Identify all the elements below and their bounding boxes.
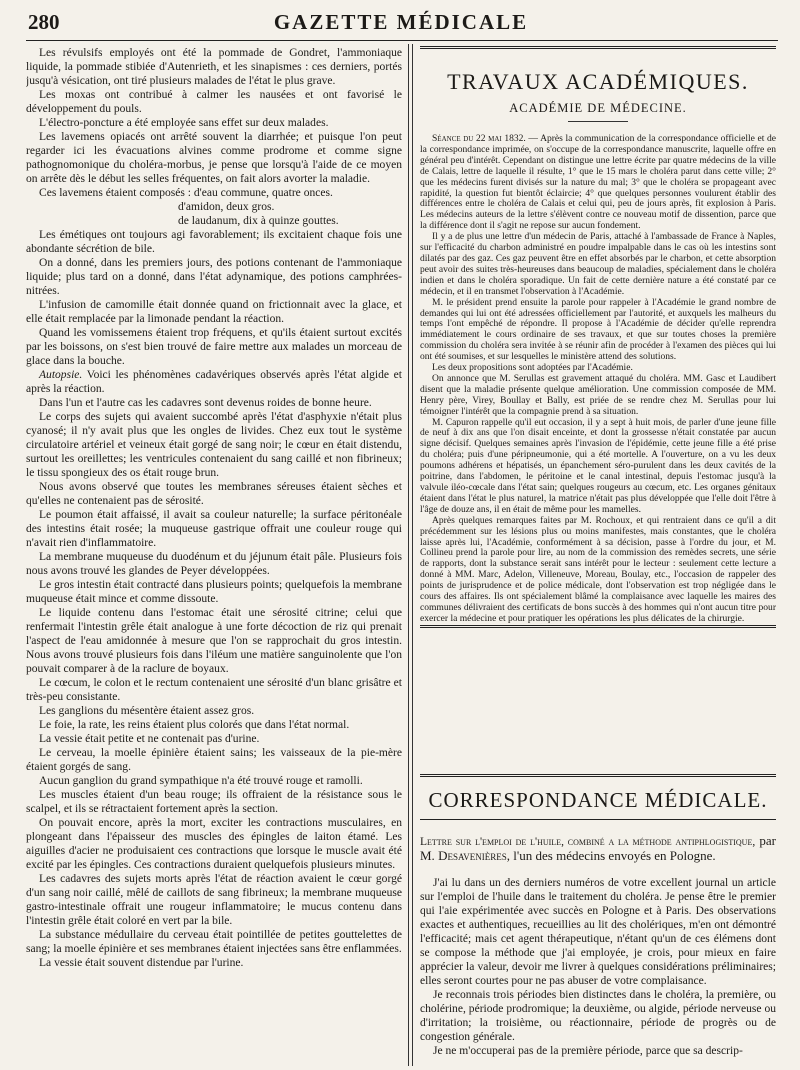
section-title: TRAVAUX ACADÉMIQUES.: [447, 69, 749, 94]
recipe-line: d'amidon, deux gros.: [178, 201, 275, 213]
paragraph: M. le président prend ensuite la parole pour rappeler à l'Académie le grand nombre de demandes qui lui ont été adressées officiellement par l'autorité, et auxquels les malheurs du temps l'ont empêché de répondre. Il propose à l'Académie de décider qu'elle reprendra immédiatement le cours ordinaire de ses travaux, et que sur toutes choses la première commission du choléra sera invitée à se réunir afin de procéder à l'examen des pièces qui lui ont été soumises, et sur lesquelles le ministère attend des solutions.: [420, 296, 776, 363]
column-divider-inner: [412, 44, 413, 1066]
section-rule: [420, 819, 776, 820]
right-column: [420, 46, 776, 1066]
session-label: Séance du 22 mai 1832.: [432, 133, 526, 144]
paragraph: Le gros intestin était contracté dans plusieurs points; quelquefois la membrane muqueuse était mince et comme dissoute.: [26, 579, 402, 605]
paragraph: On a donné, dans les premiers jours, des potions contenant de l'ammoniaque liquide; plus tard on a donné, dans l'état adynamique, des potions camphrées-nitrées.: [26, 257, 402, 297]
paragraph: Nous avons observé que toutes les membranes séreuses étaient sèches et qu'elles ne contenaient pas de sérosité.: [26, 481, 402, 507]
paragraph: J'ai lu dans un des derniers numéros de votre excellent journal un article sur l'emploi de l'huile dans le traitement du choléra. Je pense être le premier qui l'aie expérimentée avec succès en Pologne et à Paris. Des observations exactes et authentiques, recueillies au lit des cholériques, m'en ont démontré l'efficacité; mais cet agent thérapeutique, n'étant qu'un de ces élémens dont se compose la méthode que j'ai employée, je crois, pour mieux en faire apprécier la valeur, devoir me livrer à quelques considérations préliminaires; elles seront courtes pour ne pas abuser de votre complaisance.: [420, 877, 776, 987]
paragraph: Les cadavres des sujets morts après l'état de réaction avaient le cœur gorgé d'un sang noir caillé, mêlé de caillots de sang fibrineux; la membrane muqueuse gastro-intestinale offrait une rougeur inflammatoire; le mucus contenu dans l'intestin grêle était coloré en vert par la bile.: [26, 873, 402, 927]
letter-body: [420, 876, 776, 1058]
session-text: — Après la communication de la correspondance officielle et de la correspondance imprimée, on s'occupe de la correspondance manuscrite, laquelle offre en général peu d'intérêt. Cependant on distingue une lettre écrite par quatre médecins de la ville de Calais, lettre de laquelle il résulte, 1° que le 15 mars le choléra parut dans cette ville; 2° que les médecins furent divisés sur la nature du mal; 3° que le choléra se propageant avec rapidité, la question fut bientôt éclaircie; 4° que quelques personnes voulurent établir des différences entre le choléra de Calais et celui qui, peu de jours après, fit explosion à Paris. Les médecins auteurs de la lettre s'élèvent contre ce nouveau motif de dissention, parce que la différence dont il s'agit ne repose sur aucun fondement.: [420, 133, 776, 232]
paragraph: Le cerveau, la moelle épinière étaient sains; les vaisseaux de la pie-mère étaient gorgés de sang.: [26, 747, 402, 773]
letter-heading-smallcaps: Lettre sur l'emploi de l'huile, combiné a la méthode antiphlogistique,: [420, 836, 756, 848]
autopsy-label: Autopsie.: [39, 369, 83, 381]
paragraph: Les moxas ont contribué à calmer les nausées et ont favorisé le développement du pouls.: [26, 89, 402, 115]
paragraph: On pouvait encore, après la mort, exciter les contractions musculaires, en plongeant dans l'épaisseur des muscles des épingles de laiton étamé. Les aiguilles d'acier ne produisaient ces contractions que lorsque le muscle avait été excité par les épingles. Ces contractions duraient quelquefois plusieurs minutes.: [26, 817, 402, 871]
paragraph: La vessie était souvent distendue par l'urine.: [39, 957, 244, 969]
paragraph: Le liquide contenu dans l'estomac était une sérosité citrine; celui que renfermait l'intestin grêle était analogue à une forte décoction de riz qui prenait l'aspect de l'eau amidonnée à mesure que l'on se rapprochait du gros intestin. Nous avons trouvé plusieurs fois dans l'iléum une matière sanguinolente que l'on pouvait comparer à de la raclure de boyaux.: [26, 607, 402, 675]
paragraph: L'électro-poncture a été employée sans effet sur deux malades.: [39, 117, 329, 129]
section-title: CORRESPONDANCE MÉDICALE.: [428, 788, 768, 812]
paragraph: Le foie, la rate, les reins étaient plus colorés que dans l'état normal.: [39, 719, 350, 731]
section-rule: [420, 774, 776, 777]
letter-heading-tail: , l'un des médecins envoyés en Pologne.: [506, 848, 716, 863]
paragraph: Les deux propositions sont adoptées par l'Académie.: [432, 362, 633, 374]
paragraph: La membrane muqueuse du duodénum et du jéjunum était pâle. Plusieurs fois nous avons trouvé les glandes de Peyer développées.: [26, 551, 402, 577]
page-header: [26, 6, 776, 38]
correspondence-section: [420, 774, 776, 1058]
paragraph: On annonce que M. Serullas est gravement attaqué du choléra. MM. Gasc et Laudibert disent que la maladie présente quelque amélioration. Une commission composée de MM. Henry père, Virey, Boullay et Bally, est priée de se rendre chez M. Serullas pour lui témoigner l'intérêt que la compagnie prend à sa situation.: [420, 372, 776, 417]
column-divider: [408, 44, 409, 1066]
paragraph: Le corps des sujets qui avaient succombé après l'état d'asphyxie n'était plus cyanosé; il n'y avait plus que les ongles de livides. Chez eux tout le système circulatoire artériel et veineux était gorgé de sang noir; le cœur en était distendu, surtout les oreillettes; les ventricules contenaient du sang caillé et non fibrineux; le tissu spongieux des os était rouge brun.: [26, 411, 402, 479]
paragraph: Le cœcum, le colon et le rectum contenaient une sérosité d'un blanc grisâtre et très-peu consistante.: [26, 677, 402, 703]
paragraph: Le poumon était affaissé, il avait sa couleur naturelle; la surface péritonéale des intestins était rosée; la muqueuse gastrique offrait une couleur rouge qui n'avait rien d'inflammatoire.: [26, 509, 402, 549]
paragraph: Les lavemens opiacés ont arrêté souvent la diarrhée; et puisque l'on peut regarder ici les évacuations alvines comme prodrome et comme signe pathognomonique du choléra-morbus, je pense que lorsqu'à l'aide de ce moyen on arrête dès le début les selles fréquentes, on fait alors avorter la maladie.: [26, 131, 402, 185]
enema-recipe: [26, 186, 402, 228]
paragraph: Les révulsifs employés ont été la pommade de Gondret, l'ammoniaque liquide, la pommade stibiée d'Autenrieth, et les sinapismes : ces derniers, portés jusqu'à vésication, ont tiré plusieurs malades de l'état le plus grave.: [26, 47, 402, 87]
paragraph: Les ganglions du mésentère étaient assez gros.: [39, 705, 255, 717]
paragraph: Je ne m'occuperai pas de la première période, parce que sa descrip-: [433, 1045, 743, 1057]
running-title: GAZETTE MÉDICALE: [273, 10, 529, 34]
letter-author: Desavenières: [438, 848, 507, 863]
paragraph: Après quelques remarques faites par M. Rochoux, et qui rentraient dans ce qu'il a dit précédemment sur les lésions plus ou moins manifestes, mais constantes, que le choléra laisse après lui, l'Académie, conformément à sa décision, passe à l'ordre du jour, et M. Collineu prend la parole pour lire, au nom de la commission des remèdes secrets, une série de rapports, dont la substance serait sans intérêt pour le lecteur : seulement cette lecture a donné à MM. Marc, Adelon, Villeneuve, Moreau, Boulay, etc., l'occasion de rappeler des points de jurisprudence et de police médicale, dont l'observation est trop négligée dans le cours des affaires. Ils ont spécialement blâmé la complaisance avec laquelle les maires des communes délivraient des certificats de bons succès à des hommes qui n'ont aucun titre pour exercer la médecine et pour pratiquer les opérations les plus délicates de la chirurgie.: [420, 514, 776, 624]
paragraph: Quand les vomissemens étaient trop fréquens, et qu'ils étaient surtout excités par les boissons, on s'est bien trouvé de faire mettre aux malades un morceau de glace dans la bouche.: [26, 327, 402, 367]
academy-section: [420, 46, 776, 628]
paragraph: L'infusion de camomille était donnée quand on frictionnait avec la glace, et elle était remplacée par la limonade pendant la réaction.: [26, 299, 402, 325]
paragraph: Les émétiques ont toujours agi favorablement; ils excitaient chaque fois une abondante sécrétion de bile.: [26, 229, 402, 255]
paragraph: Aucun ganglion du grand sympathique n'a été trouvé rouge et ramolli.: [39, 775, 363, 787]
header-rule: [26, 40, 778, 41]
paragraph: Il y a de plus une lettre d'un médecin de Paris, attaché à l'ambassade de France à Naples, sur l'efficacité du charbon administré en poudre impalpable dans le cas où les intestins sont dilatés par des gaz. Ces gaz peuvent être en effet absorbés par le charbon, et cette absorption peut avoir des suites très-heureuses dans beaucoup de maladies, spécialement dans le choléra indien et dans le choléra sporadique. Un fait de cette dernière nature a été constaté par ce médecin, et il en transmet l'observation à l'Académie.: [420, 231, 776, 297]
recipe-line: de laudanum, dix à quinze gouttes.: [178, 215, 339, 227]
paragraph: Je reconnais trois périodes bien distinctes dans le choléra, la première, ou cholérine, période prodromique; la deuxième, ou algide, période nerveuse ou d'irritation; la troisième, ou réactionnaire, période de progrès ou de congestion générale.: [420, 989, 776, 1043]
academy-report: [420, 134, 776, 625]
session-paragraph: [420, 134, 776, 232]
paragraph: Dans l'un et l'autre cas les cadavres sont devenus roides de bonne heure.: [39, 397, 372, 409]
page-number: 280: [28, 10, 60, 34]
paragraph: M. Capuron rappelle qu'il eut occasion, il y a sept à huit mois, de parler d'une jeune fille de neuf à dix ans que l'on disait enceinte, et dont la grossesse n'était constatée par aucun signe décisif. Quelques semaines après l'invasion de l'épidémie, cette jeune fille a été prise du choléra; puis d'une péripneumonie, qui a été mortelle. A l'ouverture, on a vu les deux poumons adhérens et hépatisés, un épanchement séro-purulent dans les deux cavités de la poitrine, dans l'abdomen, le péritoine et le canal intestinal, depuis l'estomac jusqu'à la valvule iléo-cœcale dans l'état sain; quelques rougeurs au cœcum, etc. Les organes génitaux étaient dans l'état le plus naturel, la matrice n'était pas plus développée que l'elle doit l'être à l'âge de douze ans, il en était de même pour les mamelles.: [420, 416, 776, 515]
autopsy-paragraph: [26, 368, 402, 396]
left-column: [26, 46, 402, 1066]
paragraph: La vessie était petite et ne contenait pas d'urine.: [39, 733, 260, 745]
paragraph: Les muscles étaient d'un beau rouge; ils offraient de la résistance sous le scalpel, et ils se rétractaient fortement après la section.: [26, 789, 402, 815]
section-subtitle: ACADÉMIE DE MÉDECINE.: [420, 101, 776, 122]
letter-heading-by: par M.: [420, 833, 776, 863]
recipe-line: Ces lavemens étaient composés : d'eau commune, quatre onces.: [39, 187, 333, 199]
paragraph: La substance médullaire du cerveau était pointillée de petites gouttelettes de sang; la moelle épinière et ses membranes étaient injectées sans être enflammées.: [26, 929, 402, 955]
letter-heading: [420, 834, 776, 864]
autopsy-text: Voici les phénomènes cadavériques observés après l'état algide et après la réaction.: [26, 369, 402, 395]
